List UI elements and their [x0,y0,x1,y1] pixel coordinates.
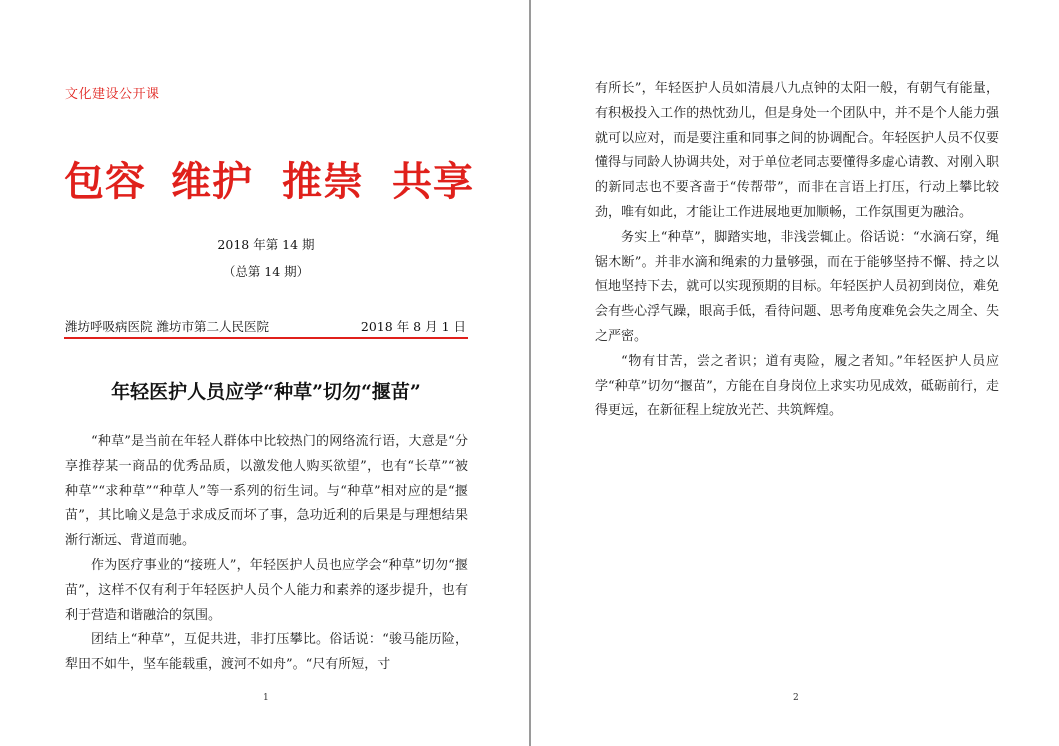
article-body-continued [595,77,999,424]
masthead-word: 维护 [171,158,253,205]
paragraph: 务实上“种草”，脚踏实地，非浅尝辄止。俗话说：“水滴石穿，绳锯木断”。并非水滴和绳索的力量够强，而在于能够坚持不懈、持之以恒地坚持下去，就可以实现预期的目标。年轻医护人员初到岗位，难免会有些心浮气躁，眼高手低，看待问题、思考角度难免会失之周全、失之严密。 [595,229,999,344]
masthead-word: 推崇 [282,158,364,205]
masthead-word: 共享 [392,158,474,205]
total-issue-number: （总第 14 期） [222,264,310,279]
article-body [65,430,468,678]
column-label: 文化建设公开课 [65,87,160,102]
red-divider [64,337,468,339]
page-2 [531,0,1059,746]
paragraph: 作为医疗事业的“接班人”，年轻医护人员也应学会“种草”切勿“揠苗”，这样不仅有利于年轻医护人员个人能力和素养的逐步提升，也有利于营造和谐融洽的氛围。 [65,557,468,623]
page-number: 1 [263,693,269,703]
paragraph: 团结上“种草”，互促共进，非打压攀比。俗话说：“骏马能历险，犁田不如牛，坚车能载重，渡河不如舟”。“尺有所短，寸 [65,632,468,673]
publishers: 潍坊呼吸病医院 潍坊市第二人民医院 [65,319,269,334]
issue-number: 2018 年第 14 期 [217,237,315,252]
page-1 [0,0,529,746]
paragraph: “种草”是当前在年轻人群体中比较热门的网络流行语，大意是“分享推荐某一商品的优秀品质，以激发他人购买欲望”，也有“长草”“被种草”“求种草”“种草人”等一系列的衍生词。与“种草”相对应的是“揠苗”，其比喻义是急于求成反而坏了事，急功近利的后果是与理想结果渐行渐远、背道而驰。 [65,434,468,549]
publish-date: 2018 年 8 月 1 日 [360,319,466,334]
paragraph: “物有甘苦，尝之者识；道有夷险，履之者知。”年轻医护人员应学“种草”切勿“揠苗”，方能在自身岗位上求实功见成效，砥砺前行，走得更远，在新征程上绽放光芒、共筑辉煌。 [595,353,999,419]
page-number: 2 [793,693,799,703]
masthead-word: 包容 [64,158,146,205]
article-title: 年轻医护人员应学“种草”切勿“揠苗” [111,381,421,403]
masthead-title [64,150,474,206]
paragraph: 有所长”，年轻医护人员如清晨八九点钟的太阳一般，有朝气有能量，有积极投入工作的热忱劲儿，但是身处一个团队中，并不是个人能力强就可以应对，而是要注重和同事之间的协调配合。年轻医护人员不仅要懂得与同龄人协调共处，对于单位老同志要懂得多虚心请教、对刚入职的新同志也不要吝啬于“传帮带”，而非在言语上打压，行动上攀比较劲，唯有如此，才能让工作进展地更加顺畅，工作氛围更为融洽。 [595,81,999,220]
publisher-row [65,317,468,335]
